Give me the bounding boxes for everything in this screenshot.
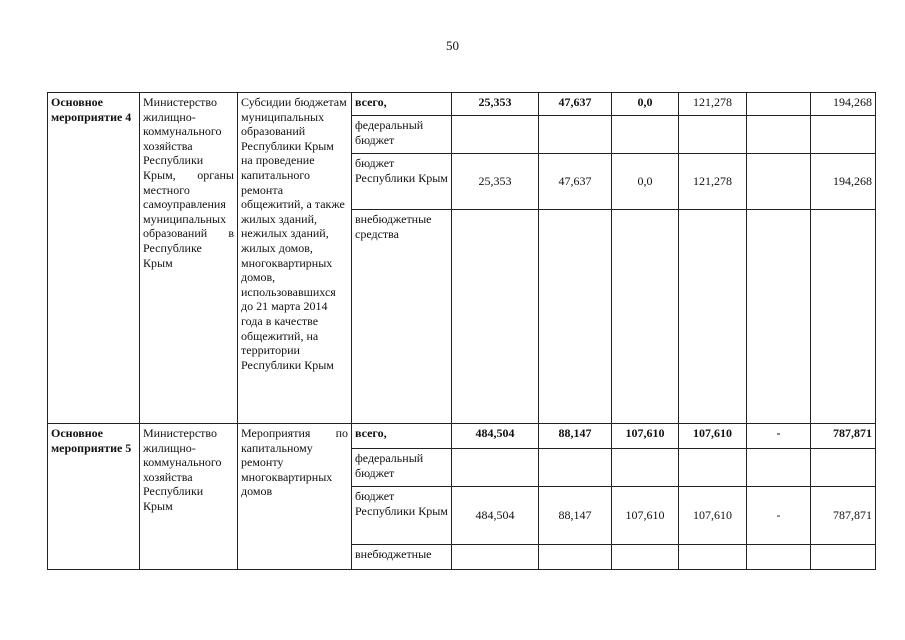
value-cell (612, 210, 679, 424)
value-cell: - (747, 424, 811, 449)
value-cell: 88,147 (539, 424, 612, 449)
value-cell (747, 545, 811, 570)
value-cell (452, 545, 539, 570)
value-cell: 107,610 (612, 424, 679, 449)
value-cell: 107,610 (679, 424, 747, 449)
value-cell (747, 154, 811, 210)
value-cell: 107,610 (612, 487, 679, 545)
activity-description: Субсидии бюджетам муниципальных образований Республики Крым на проведение капитального ремонта общежитий, а также жилых зданий, нежилых зданий, жилых домов, многоквартирных домов, использовавшихся до 21 марта 2014 года в качестве общежитий, на территории Республики Крым (238, 93, 352, 424)
value-cell: 484,504 (452, 424, 539, 449)
value-cell: 0,0 (612, 93, 679, 116)
value-cell (679, 116, 747, 154)
value-cell: 0,0 (612, 154, 679, 210)
funding-source: всего, (352, 424, 452, 449)
activity-description: Мероприятия по капитальному ремонту многоквартирных домов (238, 424, 352, 570)
table-row (48, 424, 876, 449)
funding-source: федеральный бюджет (352, 449, 452, 487)
value-cell (539, 210, 612, 424)
value-cell (612, 116, 679, 154)
value-cell: 25,353 (452, 154, 539, 210)
table-row (48, 93, 876, 116)
total-cell: 787,871 (811, 424, 876, 449)
value-cell: 484,504 (452, 487, 539, 545)
responsible-executor: Министерство жилищно-коммунального хозяйства Республики Крым (140, 424, 238, 570)
value-cell (679, 210, 747, 424)
value-cell: 25,353 (452, 93, 539, 116)
value-cell (452, 116, 539, 154)
value-cell (452, 210, 539, 424)
activity-name: Основное мероприятие 5 (48, 424, 140, 570)
funding-source: всего, (352, 93, 452, 116)
value-cell (679, 545, 747, 570)
total-cell: 787,871 (811, 487, 876, 545)
value-cell: 47,637 (539, 154, 612, 210)
value-cell (539, 545, 612, 570)
value-cell (612, 545, 679, 570)
value-cell: 88,147 (539, 487, 612, 545)
activity-name: Основное мероприятие 4 (48, 93, 140, 424)
total-cell: 194,268 (811, 93, 876, 116)
value-cell: 47,637 (539, 93, 612, 116)
value-cell: 121,278 (679, 154, 747, 210)
funding-source: внебюджетные (352, 545, 452, 570)
total-cell (811, 545, 876, 570)
value-cell (539, 116, 612, 154)
total-cell (811, 116, 876, 154)
funding-source: федеральный бюджет (352, 116, 452, 154)
program-activities-table (47, 92, 876, 570)
value-cell (747, 449, 811, 487)
value-cell (747, 93, 811, 116)
value-cell (539, 449, 612, 487)
value-cell: - (747, 487, 811, 545)
total-cell: 194,268 (811, 154, 876, 210)
total-cell (811, 210, 876, 424)
responsible-executor: Министерство жилищно-коммунального хозяйства Республики Крым, органы местного самоуправления муниципальных образований в Республике Крым (140, 93, 238, 424)
funding-source: бюджет Республики Крым (352, 154, 452, 210)
page-number: 50 (446, 38, 459, 53)
value-cell: 107,610 (679, 487, 747, 545)
total-cell (811, 449, 876, 487)
value-cell: 121,278 (679, 93, 747, 116)
value-cell (747, 116, 811, 154)
value-cell (747, 210, 811, 424)
value-cell (452, 449, 539, 487)
value-cell (612, 449, 679, 487)
value-cell (679, 449, 747, 487)
funding-source: бюджет Республики Крым (352, 487, 452, 545)
funding-source: внебюджетные средства (352, 210, 452, 424)
